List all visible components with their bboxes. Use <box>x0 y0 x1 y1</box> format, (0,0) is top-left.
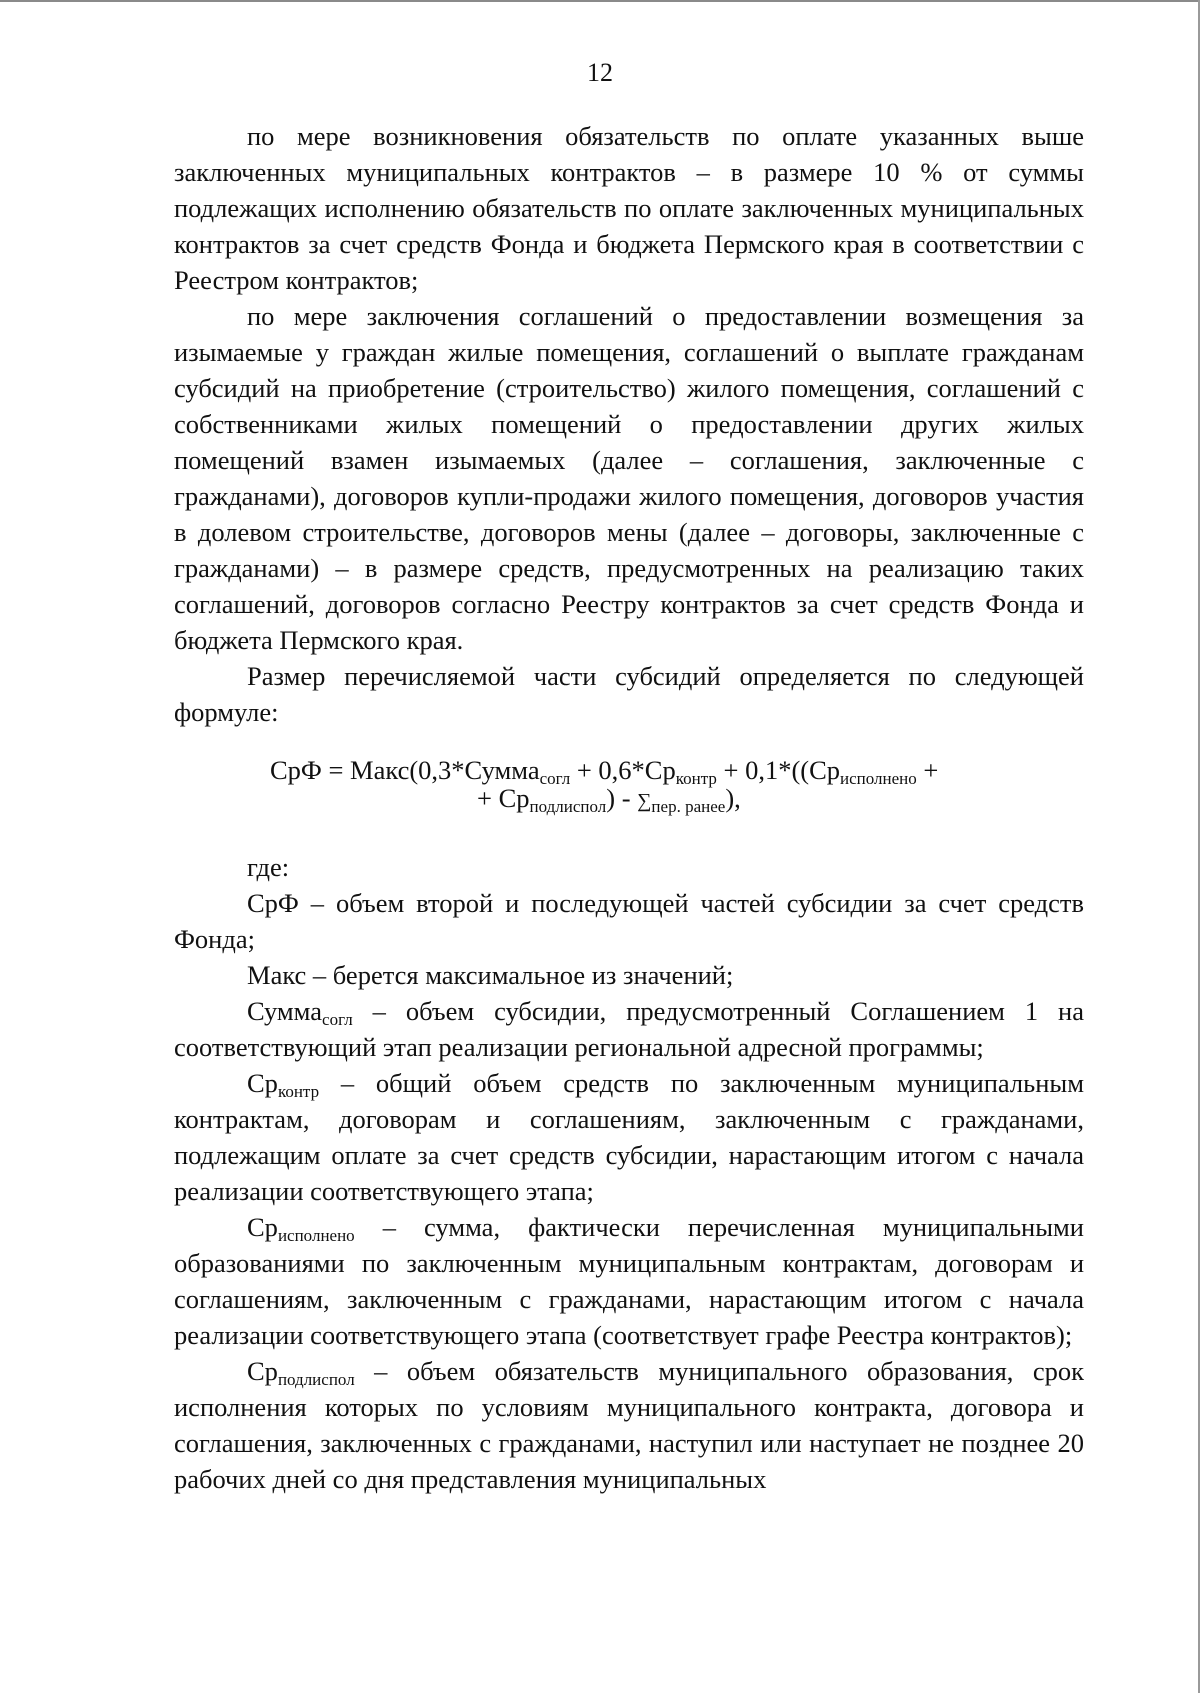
formula-subscript: пер. ранее <box>651 797 726 816</box>
definition-sr-ispolneno <box>174 1209 1084 1353</box>
definition-sr-kontr <box>174 1065 1084 1209</box>
paragraph-where: где: <box>247 852 290 882</box>
term-subscript: исполнено <box>277 1226 355 1245</box>
formula-part: СрФ = Макс(0,3*Сумма <box>270 755 540 785</box>
paragraph-contract-payments: по мере возникновения обязательств по оплате указанных выше заключенных муниципальных контрактов – в размере 10 % от суммы подлежащих исполнению обязательств по оплате заключенных муниципальных контрактов за счет средств Фонда и бюджета Пермского края в соответствии с Реестром контрактов; <box>174 121 1084 295</box>
formula-part: ) - <box>606 783 638 813</box>
formula-subscript: исполнено <box>840 769 917 788</box>
document-body <box>174 118 1084 1497</box>
term: Ср <box>247 1212 278 1242</box>
formula-line-1 <box>270 755 1084 788</box>
formula-part: + 0,1*((Ср <box>716 755 841 785</box>
formula-subscript: подлиспол <box>529 797 607 816</box>
formula <box>174 756 1084 815</box>
summation-sign: ∑ <box>637 790 652 812</box>
definition-text: – объем субсидии, предусмотренный Соглашением 1 на соответствующий этап реализации региональной адресной программы; <box>174 996 1084 1062</box>
formula-part: ), <box>725 783 741 813</box>
term-subscript: контр <box>277 1082 320 1101</box>
definition-text: – сумма, фактически перечисленная муниципальными образованиями по заключенным муниципальным контрактам, договорам и соглашениям, заключенным с гражданами, нарастающим итогом с начала реализации соответствующего этапа (соответствует графе Реестра контрактов); <box>174 1212 1084 1350</box>
definition-text: – общий объем средств по заключенным муниципальным контрактам, договорам и соглашениям, заключенным с гражданами, подлежащим оплате за счет средств субсидии, нарастающим итогом с начала реализации соответствующего этапа; <box>174 1068 1084 1206</box>
formula-subscript: контр <box>675 769 717 788</box>
term: Ср <box>247 1356 278 1386</box>
definition-maks: Макс – берется максимальное из значений; <box>247 960 734 990</box>
definition-summa-sogl <box>174 993 1084 1065</box>
formula-subscript: согл <box>539 769 571 788</box>
formula-line-2 <box>270 784 1084 815</box>
definition-text: – объем обязательств муниципального образования, срок исполнения которых по условиям муниципального контракта, договора и соглашения, заключенных с гражданами, наступил или наступает не позднее 20 рабочих дней со дня представления муниципальных <box>174 1356 1084 1494</box>
formula-part: + <box>916 755 939 785</box>
term: Сумма <box>247 996 323 1026</box>
term: Ср <box>247 1068 278 1098</box>
term-subscript: подлиспол <box>277 1370 355 1389</box>
formula-part: + 0,6*Ср <box>570 755 676 785</box>
paragraph-formula-intro: Размер перечисляемой части субсидий определяется по следующей формуле: <box>174 661 1084 727</box>
paragraph-citizen-agreements: по мере заключения соглашений о предоставлении возмещения за изымаемые у граждан жилые помещения, соглашений о выплате гражданам субсидий на приобретение (строительство) жилого помещения, соглашений с собственниками жилых помещений о предоставлении других жилых помещений взамен изымаемых (далее – соглашения, заключенные с гражданами), договоров купли-продажи жилого помещения, договоров участия в долевом строительстве, договоров мены (далее – договоры, заключенные с гражданами) – в размере средств, предусмотренных на реализацию таких соглашений, договоров согласно Реестру контрактов за счет средств Фонда и бюджета Пермского края. <box>174 301 1084 655</box>
definition-sr-podlispol <box>174 1353 1084 1497</box>
formula-part: + Ср <box>477 783 530 813</box>
definition-srf: СрФ – объем второй и последующей частей субсидии за счет средств Фонда; <box>174 888 1084 954</box>
term-subscript: согл <box>322 1010 353 1029</box>
page-edge-top <box>0 0 1200 2</box>
page-number: 12 <box>587 58 613 87</box>
